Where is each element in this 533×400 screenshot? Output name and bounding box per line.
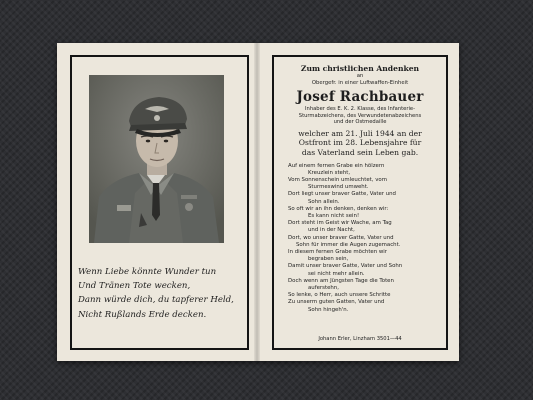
- poem-line: Sohn hingeh'n.: [308, 306, 349, 313]
- portrait-drawing: [89, 75, 224, 243]
- verse-line: Und Tränen Tote wecken,: [78, 281, 191, 292]
- memorial-text: [274, 57, 446, 314]
- memorial-verse: [78, 265, 243, 322]
- poem-line: In diesem fernen Grabe möchten wir: [288, 249, 388, 255]
- poem-line: auferstehn,: [308, 285, 339, 292]
- poem-line: Sohn allein.: [308, 198, 340, 205]
- an-word: an: [356, 73, 364, 79]
- rank-line: Obergefr. in einer Luftwaffen-Einheit: [311, 80, 409, 86]
- memorial-heading: Zum christlichen Andenken: [300, 64, 420, 73]
- poem-line: Auf einem fernen Grabe ein hölzern: [288, 162, 385, 169]
- poem-line: Kreuzlein steht,: [308, 169, 351, 176]
- poem-line: Dort liegt unser braver Gatte, Vater und: [288, 191, 396, 198]
- poem-line: und in der Nacht,: [308, 227, 355, 234]
- bio-line: Sturmabzeichens, des Verwundetenabzeichens: [298, 112, 422, 119]
- poem-line: So lenke, o Herr, auch unsere Schritte: [288, 292, 391, 299]
- bio-line: Inhaber des E. K. 2. Klasse, des Infanterie-: [305, 106, 415, 112]
- card-fold: [254, 43, 260, 361]
- poem-line: Vom Sonnenschein umleuchtet, vom: [288, 176, 387, 183]
- left-panel: [70, 55, 249, 350]
- bio-line: und der Ostmedaille: [333, 119, 387, 126]
- printer-imprint: Johann Erler, Linzham 3501—44: [318, 336, 402, 342]
- verse-line: Wenn Liebe könnte Wunder tun: [78, 267, 217, 277]
- poem-line: Sturmeswind umweht.: [308, 184, 369, 191]
- soldier-portrait-photo: [89, 75, 224, 243]
- deceased-name: Josef Rachbauer: [296, 89, 424, 105]
- poem-line: begraben sein,: [308, 256, 349, 263]
- death-statement: [278, 129, 442, 158]
- poem-line: Damit unser braver Gatte, Vater und Sohn: [288, 263, 403, 270]
- poem-line: Zu unserm guten Gatten, Vater und: [288, 299, 385, 306]
- poem-line: sei nicht mehr allein.: [308, 270, 365, 277]
- decorations-text: [278, 106, 442, 126]
- memorial-poem: [288, 163, 442, 314]
- fate-line: das Vaterland sein Leben gab.: [301, 147, 419, 157]
- poem-line: Dort, wo unser braver Gatte, Vater und: [288, 234, 394, 241]
- fate-line: Ostfront im 28. Lebensjahre für: [298, 138, 422, 148]
- right-panel: [272, 55, 448, 350]
- fate-line: welcher am 21. Juli 1944 an der: [298, 128, 422, 138]
- verse-line: Nicht Rußlands Erde decken.: [78, 309, 207, 320]
- memorial-card: [57, 43, 459, 361]
- poem-line: So oft wir an ihn denken, denken wir:: [288, 205, 389, 212]
- poem-line: Sohn für immer die Augen zugemacht.: [296, 241, 401, 248]
- poem-line: Es kann nicht sein!: [308, 212, 360, 219]
- verse-line: Dann würde dich, du tapferer Held,: [78, 295, 234, 306]
- poem-line: Dort steht im Geist wir Wache, am Tag: [288, 220, 392, 227]
- poem-line: Doch wenn am Jüngsten Tage die Toten: [288, 277, 394, 284]
